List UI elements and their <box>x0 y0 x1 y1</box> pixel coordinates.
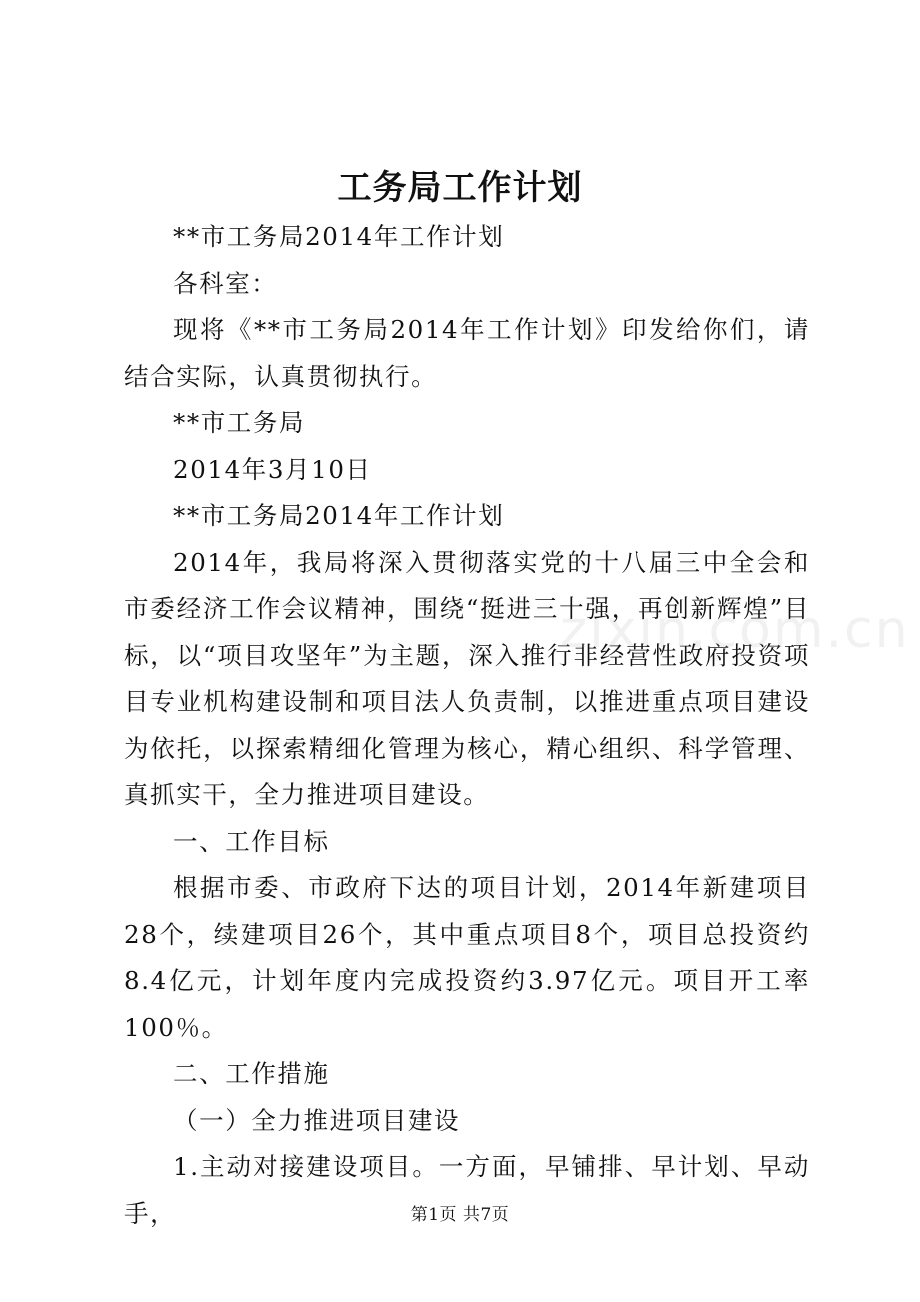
document-body <box>124 214 810 1237</box>
paragraph: 一、工作目标 <box>173 826 330 856</box>
paragraph: **市工务局 <box>173 408 306 437</box>
page-footer: 第1页 共7页 <box>410 1205 510 1225</box>
watermark: zixin.com.cn <box>560 600 910 660</box>
paragraph: **市工务局2014年工作计划 <box>173 501 505 530</box>
paragraph: 各科室： <box>173 268 278 298</box>
paragraph: 根据市委、市政府下达的项目计划，2014年新建项目28个，续建项目26个，其中重点项目8个，项目总投资约8.4亿元，计划年度内完成投资约3.97亿元。项目开工率100％。 <box>124 873 810 1042</box>
paragraph: （一）全力推进项目建设 <box>173 1105 461 1135</box>
paragraph: 现将《**市工务局2014年工作计划》印发给你们，请结合实际，认真贯彻执行。 <box>124 315 810 391</box>
paragraph: 1.主动对接建设项目。一方面，早铺排、早计划、早动手， <box>124 1152 810 1228</box>
paragraph: 二、工作措施 <box>173 1059 330 1088</box>
paragraph: **市工务局2014年工作计划 <box>173 222 505 251</box>
document-title: 工务局工作计划 <box>337 168 583 208</box>
paragraph: 2014年，我局将深入贯彻落实党的十八届三中全会和市委经济工作会议精神，围绕“挺进三十强，再创新辉煌”目标，以“项目攻坚年”为主题，深入推行非经营性政府投资项目专业机构建设制和项目法人负责制，以推进重点项目建设为依托，以探索精细化管理为核心，精心组织、科学管理、真抓实干，全力推进项目建设。 <box>124 547 810 809</box>
paragraph: 2014年3月10日 <box>173 454 372 484</box>
